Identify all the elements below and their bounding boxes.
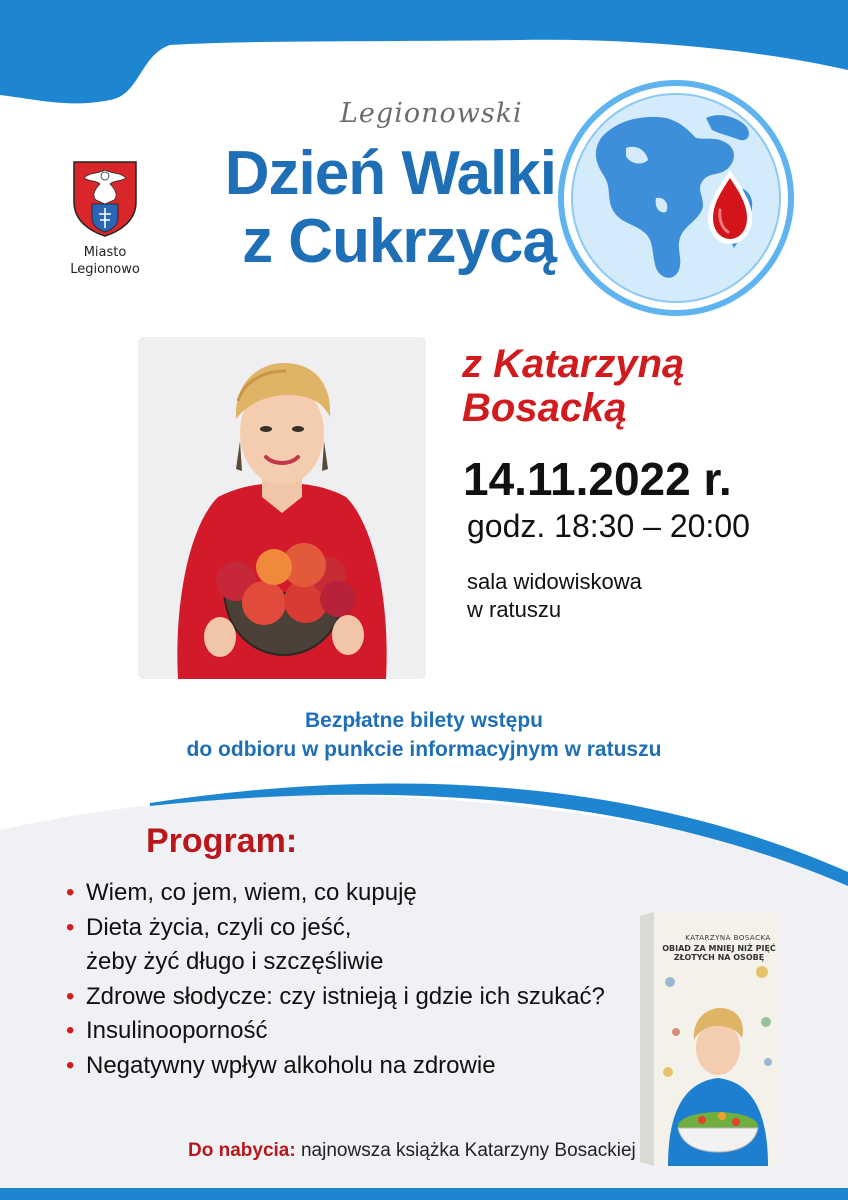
- book-cover: [640, 912, 780, 1166]
- list-item: [66, 911, 646, 980]
- tickets-line2: do odbioru w punkcie informacyjnym w ratuszu: [186, 738, 662, 761]
- bullet-icon: •: [66, 1017, 75, 1044]
- event-hours: godz. 18:30 – 20:00: [467, 508, 750, 544]
- venue-line2: w ratuszu: [467, 597, 562, 622]
- book-title: OBIAD ZA MNIEJ NIŻ PIĘĆ ZŁOTYCH NA OSOBĘ: [662, 944, 776, 962]
- bullet-icon: •: [66, 982, 75, 1010]
- globe-icon: [556, 78, 796, 318]
- presenter-illustration: [138, 337, 426, 679]
- venue-line1: sala widowiskowa: [467, 569, 642, 594]
- list-item: [66, 1049, 646, 1084]
- guest-name-line2: Bosacką: [462, 386, 627, 430]
- event-date: 14.11.2022 r.: [463, 453, 732, 505]
- tickets-line1: Bezpłatne bilety wstępu: [304, 709, 544, 732]
- program-item-4: Insulinooporność: [86, 1017, 268, 1044]
- tickets-info: [0, 706, 848, 764]
- program-item-1: Wiem, co jem, wiem, co kupuję: [86, 879, 417, 906]
- city-name-line2: Legionowo: [70, 262, 140, 277]
- city-crest: [72, 160, 138, 238]
- list-item: [66, 876, 646, 911]
- bullet-icon: •: [66, 879, 75, 906]
- title-line2: z Cukrzycą: [242, 207, 556, 276]
- event-venue: [467, 568, 642, 624]
- globe-logo: [556, 78, 796, 318]
- page-title: [196, 140, 556, 276]
- guest-name-line1: z Katarzyną: [462, 342, 685, 386]
- program-item-3: Zdrowe słodycze: czy istnieją i gdzie ich szukać?: [86, 982, 605, 1010]
- script-subtitle: Legionowski: [340, 98, 523, 129]
- footer-label: Do nabycia:: [188, 1140, 296, 1161]
- presenter-photo: [138, 337, 426, 679]
- bullet-icon: •: [66, 913, 75, 941]
- program-list: [66, 876, 646, 1083]
- program-item-2-continuation: żeby żyć długo i szczęśliwie: [86, 948, 384, 975]
- guest-name: [462, 342, 684, 430]
- program-title: Program:: [146, 822, 298, 860]
- crest-shield-icon: [72, 160, 138, 238]
- bottom-strip: [0, 1188, 848, 1200]
- title-line1: Dzień Walki: [224, 139, 556, 208]
- list-item: [66, 1014, 646, 1049]
- footer-note: [188, 1140, 636, 1162]
- book-author: KATARZYNA BOSACKA: [685, 934, 771, 942]
- program-item-5: Negatywny wpływ alkoholu na zdrowie: [86, 1051, 496, 1079]
- program-item-2: Dieta życia, czyli co jeść,: [86, 913, 352, 941]
- city-name: [55, 244, 155, 278]
- footer-text: najnowsza książka Katarzyny Bosackiej: [300, 1140, 636, 1161]
- list-item: [66, 980, 646, 1015]
- city-name-line1: Miasto: [83, 245, 127, 260]
- bullet-icon: •: [66, 1051, 75, 1079]
